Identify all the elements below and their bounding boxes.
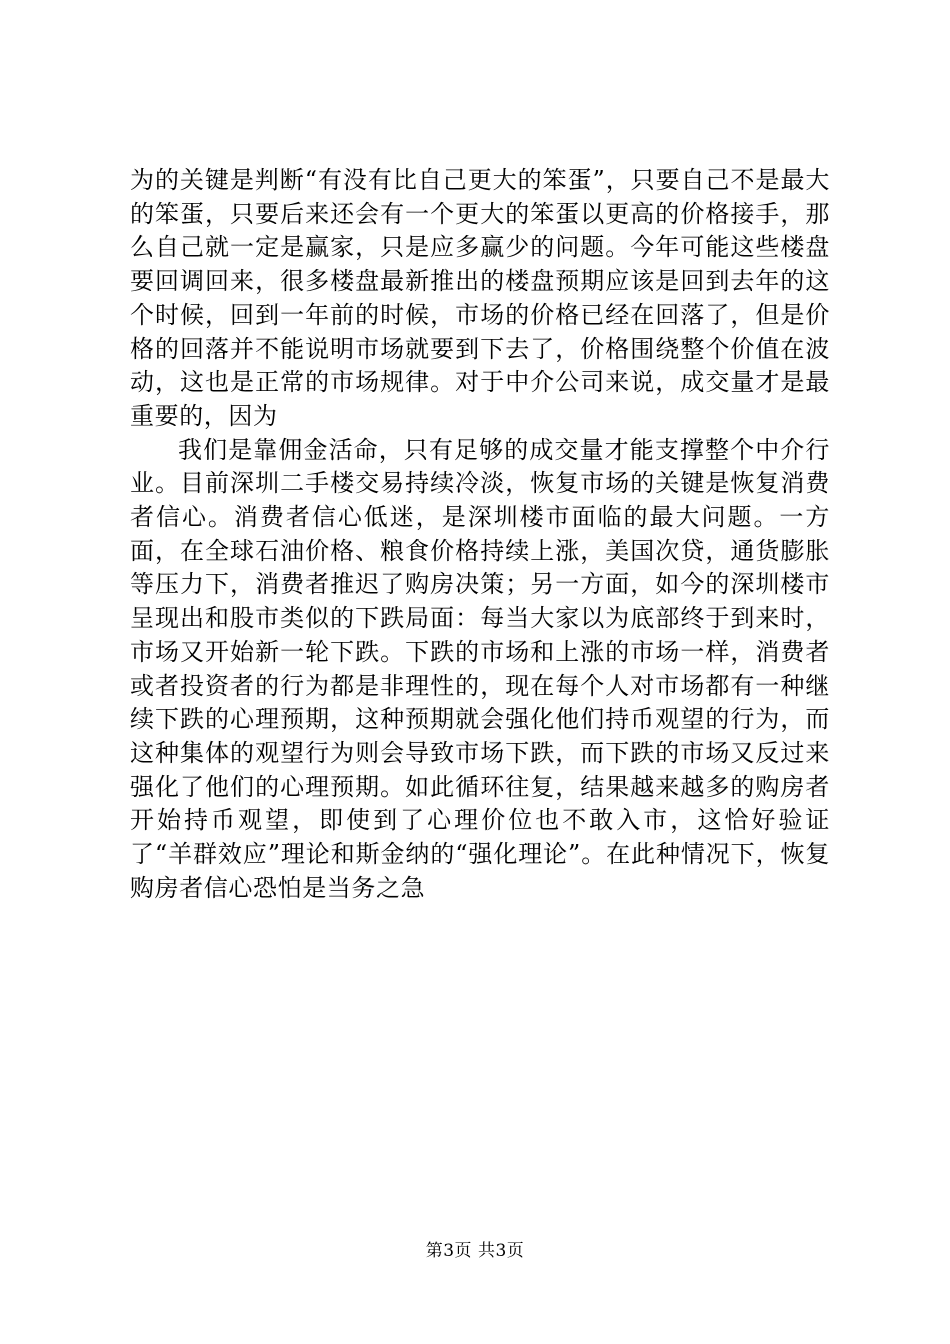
document-body (130, 164, 830, 905)
page-footer (0, 1240, 950, 1262)
paragraph-2: 我们是靠佣金活命，只有足够的成交量才能支撑整个中介行业。目前深圳二手楼交易持续冷淡，恢复市场的关键是恢复消费者信心。消费者信心低迷，是深圳楼市面临的最大问题。一方面，在全球石油价格、粮食价格持续上涨，美国次贷，通货膨胀等压力下，消费者推迟了购房决策；另一方面，如今的深圳楼市呈现出和股市类似的下跌局面：每当大家以为底部终于到来时，市场又开始新一轮下跌。下跌的市场和上涨的市场一样，消费者或者投资者的行为都是非理性的，现在每个人对市场都有一种继续下跌的心理预期，这种预期就会强化他们持币观望的行为，而这种集体的观望行为则会导致市场下跌，而下跌的市场又反过来强化了他们的心理预期。如此循环往复，结果越来越多的购房者开始持币观望，即使到了心理价位也不敢入市，这恰好验证了“羊群效应”理论和斯金纳的“强化理论”。在此种情况下，恢复购房者信心恐怕是当务之急 (130, 435, 830, 902)
paragraph-1: 为的关键是判断“有没有比自己更大的笨蛋”，只要自己不是最大的笨蛋，只要后来还会有一个更大的笨蛋以更高的价格接手，那么自己就一定是赢家，只是应多赢少的问题。今年可能这些楼盘要回调回来，很多楼盘最新推出的楼盘预期应该是回到去年的这个时候，回到一年前的时候，市场的价格已经在回落了，但是价格的回落并不能说明市场就要到下去了，价格围绕整个价值在波动，这也是正常的市场规律。对于中介公司来说，成交量才是最重要的，因为 (130, 166, 830, 430)
page-number: 第3页 共3页 (425, 1241, 525, 1261)
